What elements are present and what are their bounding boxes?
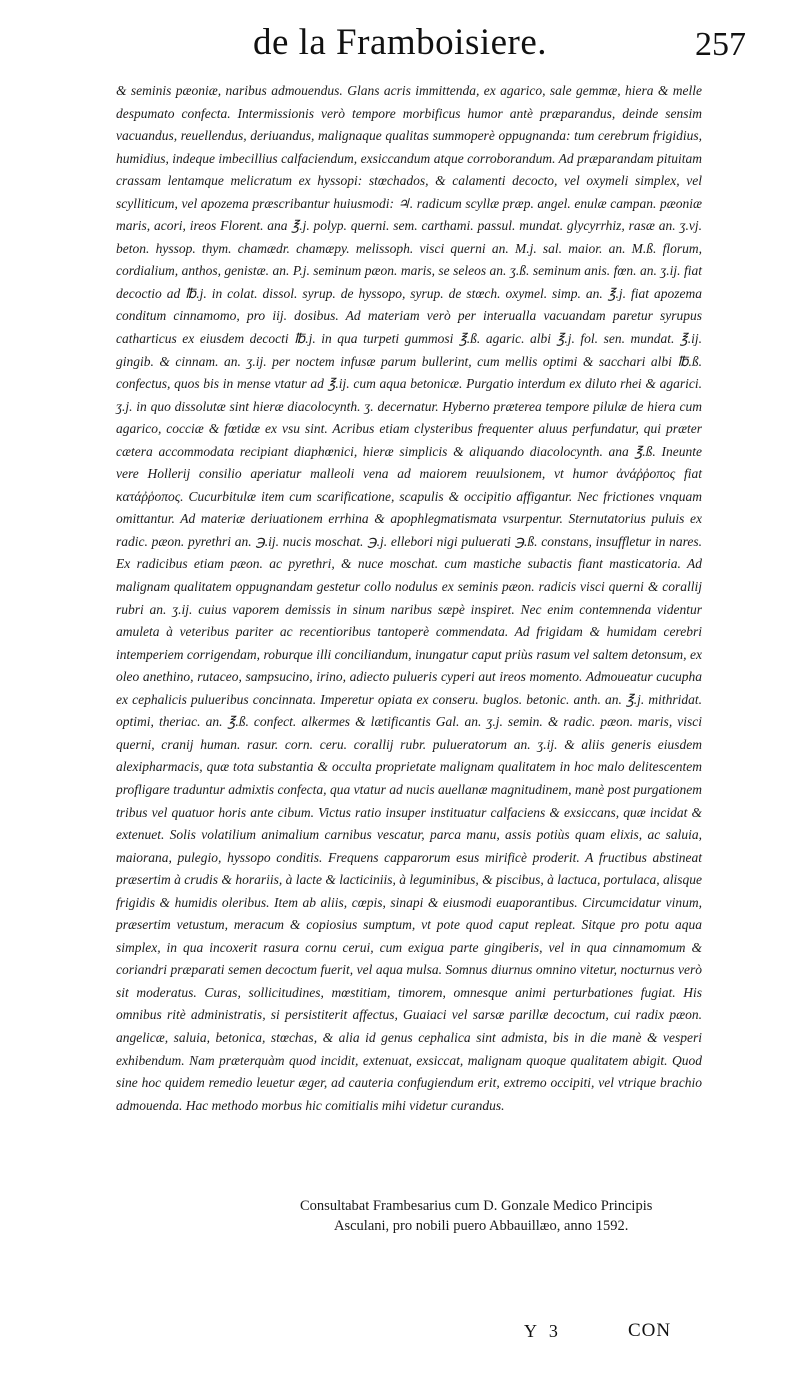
consultation-note-line-2: Asculani, pro nobili puero Abbauillæo, anno 1592. [334,1218,629,1234]
consultation-note [300,1196,730,1236]
page-number: 257 [695,26,746,63]
page-header [40,18,760,68]
running-title: de la Framboisiere. [252,22,548,63]
consultation-note-line-1: Consultabat Frambesarius cum D. Gonzale Medico Principis [300,1198,653,1214]
catchword: CON [628,1320,672,1341]
signature-mark: Y 3 [524,1321,558,1341]
page-footer [40,1316,760,1346]
body-text: & seminis pæoniæ, naribus admouendus. Glans acris immittenda, ex agarico, sale gemmæ, hiera & melle despumato confecta. Intermissionis verò tempore morbificus humor antè præparandus, deinde sensim vacuandus, reuellendus, deriuandus, malignaque qualitas summoperè oppugnanda: tum cerebrum frigidius, humidius, indeque imbecillius calfaciendum, exsiccandum atque corroborandum. Ad præparandam pituitam crassam lentamque melicratum ex hyssopi: stœchados, & calamenti decocto, vel oxymeli simplex, vel scylliticum, vel apozema præscribantur huiusmodi: ♃. radicum scyllæ præp. angel. enulæ campan. pæoniæ maris, acori, ireos Florent. ana ℥.j. polyp. querni. sem. carthami. passul. mundat. glycyrrhiz, rasæ an. ʒ.vj. beton. hyssop. thym. chamædr. chamæpy. melissoph. visci querni an. M.j. sal. maior. an. M.ß. florum, cordialium, anthos, genistæ. an. P.j. seminum pæon. maris, se seleos an. ʒ.ß. seminum anis. fœn. an. ʒ.ij. fiat decoctio ad ℔.j. in colat. dissol. syrup. de hyssopo, syrup. de stœch. oxymel. simp. an. ℥.j. fiat apozema conditum cinnamomo, pro iij. dosibus. Ad materiam verò per interualla vacuandam paretur syrupus catharticus ex eiusdem decocti ℔.j. in qua turpeti gummosi ℥.ß. agaric. albi ℥.j. fol. sen. mundat. ℥.ij. gingib. & cinnam. an. ʒ.ij. per noctem infusæ parum bullerint, cum mellis optimi & sacchari albi ℔.ß. confectus, quos bis in mense vtatur ad ℥.ij. cum aqua betonicæ. Purgatio interdum ex diluto rhei & agarici. ʒ.j. in quo dissolutæ sint hieræ diacolocynth. ʒ. decernatur. Hyberno præterea tempore pilulæ de hiera cum agarico, cocciæ & fœtidæ ex vsu sint. Acribus etiam clysteribus frequenter aluus perfundatur, qui præter cætera accommodata recipiant diaphœnici, hieræ simplicis & aliquando diacolocynth. ana ℥.ß. Ineunte vere Hollerij consilio aperiatur malleoli vena ad maiorem reuulsionem, vt humor ἀνάῤῥοπος fiat κατάῤῥοπος. Cucurbitulæ item cum scarificatione, scapulis & occipitio affigantur. Nec frictiones vnquam omittantur. Ad materiæ deriuationem errhina & apophlegmatismata vsurpentur. Sternutatorius puluis ex radic. pæon. pyrethri an. ℈.ij. nucis moschat. ℈.j. ellebori nigi puluerati ℈.ß. constans, insuffletur in nares. Ex radicibus etiam pæon. ac pyrethri, & nuce moschat. cum mastiche subactis fiant masticatoria. Ad malignam qualitatem oppugnandam gestetur collo nodulus ex seminis pæon. radicis visci querni & corallij rubri an. ʒ.ij. cuius vaporem demissis in sinum naribus sæpè inspiret. Nec enim contemnenda videntur amuleta à veteribus pariter ac recentioribus tantoperè commendata. Ad frigidam & humidam cerebri intemperiem corrigendam, roburque illi conciliandum, inungatur caput priùs rasum vel saltem detonsum, ex oleo anethino, rutaceo, sampsucino, irino, adiecto pulueris cyperi aut ireos momento. Admoueatur cucupha ex cephalicis pulueribus concinnata. Imperetur opiata ex conseru. buglos. betonic. anth. an. ℥.j. mithridat. optimi, theriac. an. ℥.ß. confect. alkermes & lætificantis Gal. an. ʒ.j. semin. & radic. pæon. maris, visci querni, cranij human. rasur. corn. ceru. corallij rubr. pulueratorum an. ʒ.ij. & aliis generis eiusdem alexipharmacis, quæ tota substantia & occulta proprietate malignam qualitatem in hoc malo delitescentem profligare traduntur admixtis confecta, qua vtatur ad nucis auellanæ magnitudinem, manè post purgationem tribus vel quatuor horis ante cibum. Victus ratio insuper instituatur calfaciens & exsiccans, quæ incidat & extenuet. Solis volatilium animalium carnibus vescatur, parca manu, assis potiùs quam elixis, ac saluia, maiorana, pulegio, hyssopo conditis. Frequens capparorum esus mirificè proderit. A fructibus abstineat præsertim à crudis & horariis, à lacte & lacticiniis, à leguminibus, & piscibus, à lactuca, portulaca, alisque frigidis & humidis oleribus. Item ab aliis, cœpis, sinapi & eiusmodi euaporantibus. Circumcidatur vinum, præsertim vetustum, meracum & copiosius sumptum, vt pote quod caput repleat. Sitque pro potu aqua simplex, in qua incoxerit rasura cornu cerui, cum exigua parte gingiberis, vel in qua cinnamomum & coriandri præparati semen decoctum fuerit, vel aqua mulsa. Somnus diurnus omnino vitetur, nocturnus verò sit moderatus. Curas, sollicitudines, mœstitiam, timorem, omnesque animi perturbationes fugiat. His omnibus ritè administratis, si persistiterit affectus, Guaiaci vel sarsæ parillæ decoctum, cui radix pæon. angelicæ, saluia, betonica, stœchas, & alia id genus cephalica sint admista, bis in die manè & vesperi exhibendum. Nam præterquàm quod incidit, extenuat, exsiccat, malignam quoque qualitatem abigit. Quod sine hoc quidem remedio leuetur æger, ad cauteria confugiendum erit, extremo occipiti, vel vtrique brachio admouenda. Hac methodo morbus hic comitialis mihi videtur curandus. [116,83,702,1113]
